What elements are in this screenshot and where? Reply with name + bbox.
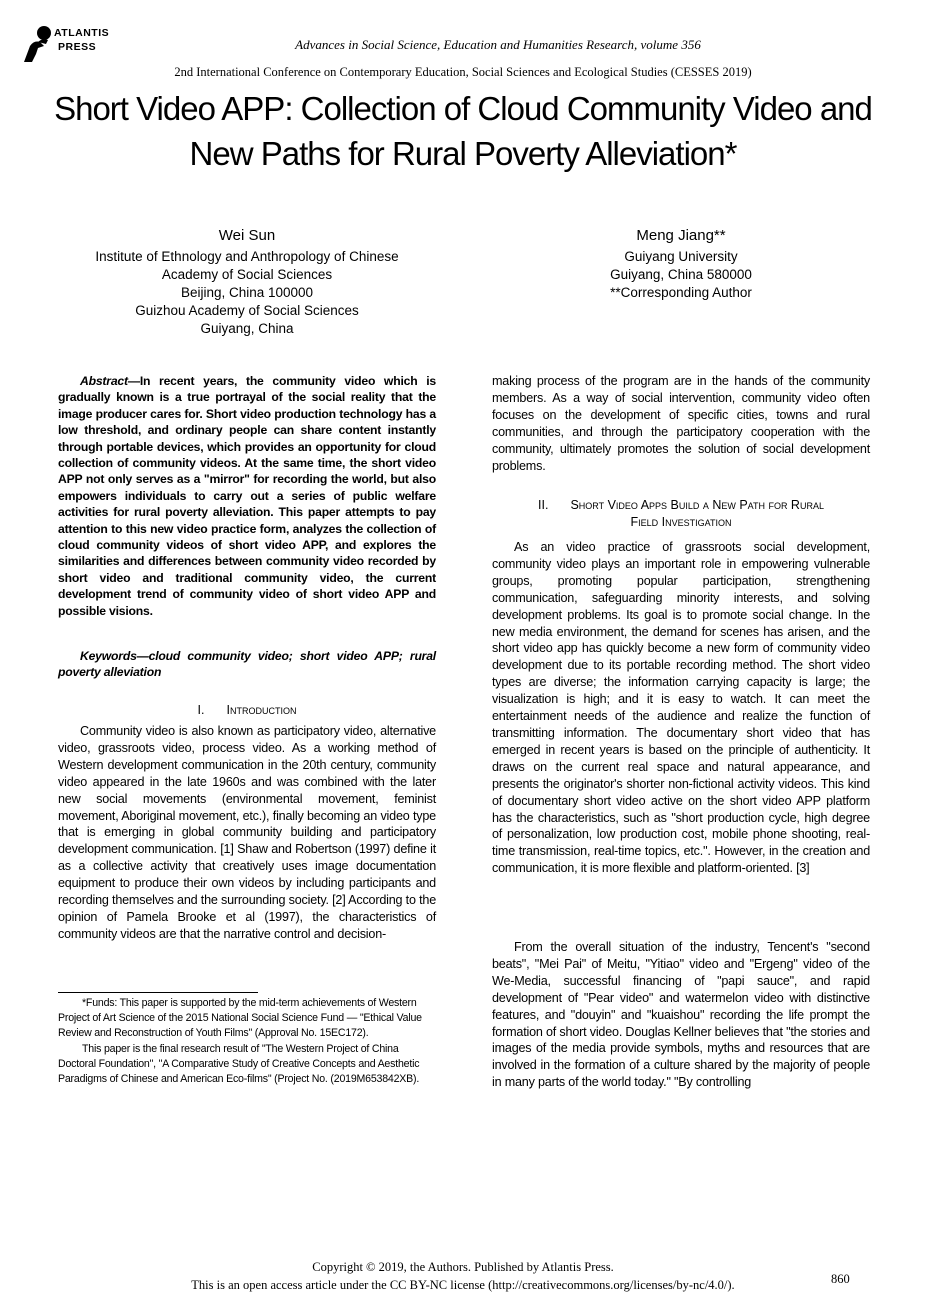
- author-affiliation: Guiyang, China 580000: [610, 267, 752, 282]
- paragraph: making process of the program are in the hands of the community members. As a way of social intervention, community video often focuses on the development of specific cities, towns and rural communities, and through the participatory cooperation with the community, ultimately promotes the solution of social development problems.: [492, 374, 870, 473]
- author-name: Meng Jiang**: [636, 227, 726, 244]
- footnote-funds: *Funds: This paper is supported by the mid-term achievements of Western Project of Art Science of the 2015 National Social Science Fund — "Ethical Value Review and Reconstruction of Youth Films" (Approval No. 15EC172).: [58, 997, 422, 1040]
- introduction-continuation: [492, 373, 870, 474]
- paragraph: Community video is also known as participatory video, alternative video, grassroots video, process video. As a working method of Western development communication in the 20th century, community video appeared in the late 1960s and was combined with the later new social movements (environmental movement, feminist movement, Aboriginal movement, etc.), finally becoming an video type that is emerging in global community building and participatory development communication. [1] Shaw and Robertson (1997) define it as a collective activity that creatively uses image documentation equipment to produce their own videos by including participants and recording themselves and the surrounding society. [2] According to the opinion of Pamela Brooke et al (1997), the characteristics of community videos are that the narrative control and decision-: [58, 724, 436, 941]
- author-affiliation: Institute of Ethnology and Anthropology of Chinese: [95, 249, 399, 264]
- keywords-label: Keywords: [80, 649, 137, 663]
- paragraph: As an video practice of grassroots social development, community video plays an important role in empowering vulnerable groups, promoting popular participation, strengthening communication, safeguarding minority interests, and solving development problems. Its goal is to promote social change. In the new media environment, the demand for scenes has arisen, and the short video app has quickly become a new form of community video development due to its portable recording method. The short video types are diverse; the information carrying capacity is large; the visualization is high; and it is easy to watch. It can meet the entertainment needs of the audience and realize the function of transmitting information. The documentary short video that has emerged in recent years is based on the principle of authenticity. It draws on the current real space and natural appearance, and presents the originator's shorter non-fictional activity videos. This kind of documentary short video active on the short video APP platform has the characteristics, such as "short production cycle, high degree of personalization, low production cost, mobile phone shooting, real-time transmission, real-time topics, etc.". However, in the creation and communication, it is more flexible and platform-oriented. [3]: [492, 540, 870, 876]
- section-title: Short Video Apps Build a New Path for Rural: [570, 498, 824, 512]
- section-title-line2: Field Investigation: [630, 515, 732, 529]
- keywords-dash: —: [136, 649, 149, 663]
- introduction-body: [58, 723, 436, 943]
- author-affiliation: Academy of Social Sciences: [161, 267, 333, 282]
- copyright-line: Copyright © 2019, the Authors. Published by Atlantis Press.: [312, 1260, 614, 1274]
- author-affiliation: Guiyang University: [624, 249, 738, 264]
- author-name: Wei Sun: [218, 227, 276, 244]
- keywords-text: cloud community video; short video APP; rural poverty alleviation: [58, 649, 436, 680]
- conference-title: 2nd International Conference on Contemporary Education, Social Sciences and Ecological Studies (CESSES 2019): [174, 65, 752, 79]
- author-block-2: [492, 226, 870, 302]
- footnotes: [58, 996, 438, 1087]
- abstract-dash: —: [127, 374, 140, 388]
- section2-paragraph-2: [492, 939, 870, 1091]
- keywords: [58, 648, 436, 681]
- section-title: Introduction: [226, 703, 297, 717]
- footnote-divider: [58, 992, 258, 993]
- author-affiliation: **Corresponding Author: [610, 285, 752, 300]
- author-affiliation: Guizhou Academy of Social Sciences: [135, 303, 359, 318]
- copyright-footer: [0, 1258, 926, 1294]
- section2-paragraph-1: [492, 539, 870, 877]
- author-affiliation: Beijing, China 100000: [180, 285, 314, 300]
- section-number: I.: [197, 703, 205, 717]
- abstract: [58, 373, 436, 619]
- paragraph: From the overall situation of the industry, Tencent's "second beats", "Mei Pai" of Meitu, "Yitiao" video and "Ergeng" video of the We-Media, successful financing of "papi sauce", and rapid development of "Pear video" and watermelon video with distinctive features, and "douyin" and "kuaishou" recording the life prompt the formation of short video. Douglas Kellner believes that "the stories and images of the media provide symbols, myths and resources that are involved in the formation of a culture shared by the majority of people in many parts of the world today." "By controlling: [492, 940, 870, 1090]
- author-block-1: [60, 226, 434, 338]
- section-heading-introduction: [58, 702, 436, 719]
- paper-title: Short Video APP: Collection of Cloud Community Video and New Paths for Rural Poverty Alleviation*: [54, 90, 872, 172]
- publisher-name: ATLANTIS PRESS: [54, 27, 110, 53]
- abstract-text: In recent years, the community video which is gradually known is a true portrayal of the social reality that the image producer cares for. Short video production technology has a low threshold, and ordinary people can share content instantly through portable devices, which provides an opportunity for cloud collection of community videos. At the same time, the short video APP not only serves as a "mirror" for recording the world, but also empowers individuals to carry out a series of public welfare activities for rural poverty alleviation. This paper attempts to pay attention to this new video practice form, analyzes the collection of cloud community videos of short video APP, and explores the similarities and differences between community video recorded by short video and traditional community video, the current development trend of community video of short video APP and possible visions.: [58, 374, 436, 618]
- author-affiliation: Guiyang, China: [200, 321, 294, 336]
- footnote-research: This paper is the final research result of "The Western Project of China Doctoral Foundation", "A Comparative Study of Creative Concepts and Aesthetic Paradigms of Chinese and American Eco-films" (Project No. (2019M653842XB).: [58, 1042, 420, 1086]
- abstract-label: Abstract: [80, 374, 128, 388]
- section-number: II.: [538, 498, 549, 512]
- section-heading-short-video-apps: [492, 497, 870, 531]
- license-line: This is an open access article under the CC BY-NC license (http://creativecommons.org/licenses/by-nc/4.0/).: [191, 1278, 735, 1292]
- journal-title: Advances in Social Science, Education and Humanities Research, volume 356: [295, 37, 701, 52]
- page-number: 860: [831, 1272, 850, 1286]
